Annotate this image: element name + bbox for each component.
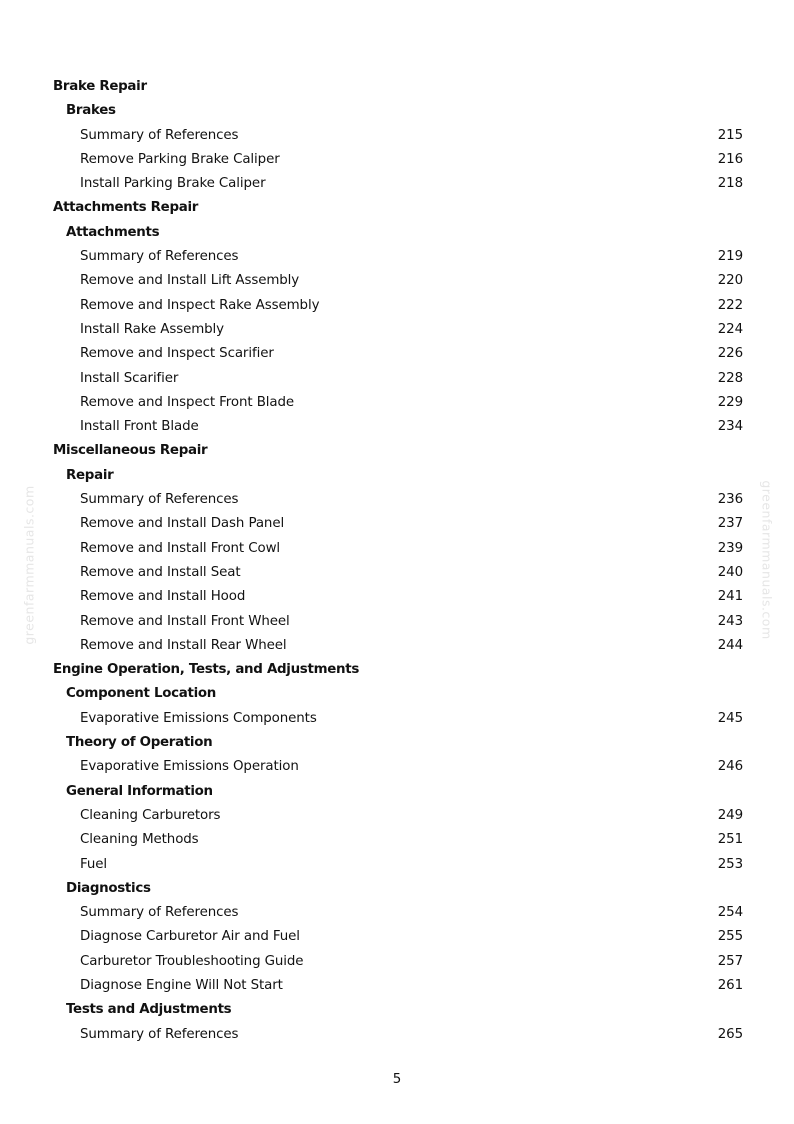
toc-section-heading — [53, 196, 743, 220]
toc-entry-title: Attachments — [66, 224, 160, 240]
toc-subsection-heading — [53, 877, 743, 901]
toc-entry-title: Brakes — [66, 103, 116, 119]
toc-entry-title: Install Front Blade — [80, 419, 199, 435]
toc-entry[interactable] — [53, 925, 743, 949]
toc-entry[interactable] — [53, 707, 743, 731]
toc-entry-title: Summary of References — [80, 249, 239, 265]
toc-entry-page-number: 240 — [717, 564, 743, 580]
toc-entry-title: Remove and Install Lift Assembly — [80, 273, 300, 289]
toc-entry[interactable] — [53, 1023, 743, 1047]
toc-entry-title: Remove and Install Dash Panel — [80, 516, 285, 532]
toc-subsection-heading — [53, 99, 743, 123]
toc-entry[interactable] — [53, 148, 743, 172]
toc-entry-title: Remove and Install Seat — [80, 564, 241, 580]
toc-subsection-heading — [53, 682, 743, 706]
toc-section-heading — [53, 439, 743, 463]
toc-entry[interactable] — [53, 901, 743, 925]
toc-entry-title: Miscellaneous Repair — [53, 443, 208, 459]
toc-section-heading — [53, 75, 743, 99]
toc-entry-title: Summary of References — [80, 1026, 239, 1042]
toc-entry[interactable] — [53, 124, 743, 148]
toc-entry-page-number: 251 — [717, 832, 743, 848]
toc-subsection-heading — [53, 780, 743, 804]
toc-entry-title: Fuel — [80, 856, 108, 872]
toc-entry-title: Remove and Install Rear Wheel — [80, 637, 287, 653]
toc-entry[interactable] — [53, 537, 743, 561]
toc-entry[interactable] — [53, 488, 743, 512]
watermark-left: greenfarmmanuals.com — [21, 485, 37, 645]
toc-entry[interactable] — [53, 512, 743, 536]
toc-entry-title: General Information — [66, 783, 213, 799]
toc-entry-title: Remove Parking Brake Caliper — [80, 151, 280, 167]
table-of-contents — [53, 75, 743, 1047]
toc-entry-page-number: 237 — [717, 516, 743, 532]
toc-entry-title: Summary of References — [80, 905, 239, 921]
toc-entry[interactable] — [53, 367, 743, 391]
toc-entry-title: Diagnostics — [66, 880, 151, 896]
toc-entry-page-number: 255 — [717, 929, 743, 945]
toc-entry[interactable] — [53, 853, 743, 877]
toc-subsection-heading — [53, 731, 743, 755]
watermark-right: greenfarmmanuals.com — [759, 480, 775, 640]
toc-entry-page-number: 234 — [717, 419, 743, 435]
toc-entry[interactable] — [53, 415, 743, 439]
toc-entry[interactable] — [53, 755, 743, 779]
toc-entry-page-number: 245 — [717, 710, 743, 726]
toc-entry-title: Carburetor Troubleshooting Guide — [80, 953, 304, 969]
toc-entry-title: Engine Operation, Tests, and Adjustments — [53, 662, 360, 678]
toc-entry-title: Evaporative Emissions Components — [80, 710, 317, 726]
toc-entry-page-number: 257 — [717, 953, 743, 969]
toc-entry-title: Component Location — [66, 686, 217, 702]
toc-entry-page-number: 219 — [717, 249, 743, 265]
toc-entry[interactable] — [53, 974, 743, 998]
toc-entry-page-number: 236 — [717, 492, 743, 508]
toc-section-heading — [53, 658, 743, 682]
toc-entry-title: Summary of References — [80, 492, 239, 508]
toc-entry-title: Tests and Adjustments — [66, 1002, 232, 1018]
toc-entry-page-number: 249 — [717, 807, 743, 823]
toc-entry[interactable] — [53, 828, 743, 852]
toc-entry-page-number: 254 — [717, 905, 743, 921]
toc-entry-title: Remove and Inspect Front Blade — [80, 394, 295, 410]
toc-entry-page-number: 265 — [717, 1026, 743, 1042]
toc-entry-title: Remove and Inspect Rake Assembly — [80, 297, 320, 313]
toc-entry-title: Cleaning Methods — [80, 832, 199, 848]
toc-entry-page-number: 220 — [717, 273, 743, 289]
toc-entry[interactable] — [53, 294, 743, 318]
toc-entry-title: Install Scarifier — [80, 370, 179, 386]
toc-entry-title: Cleaning Carburetors — [80, 807, 221, 823]
toc-entry-page-number: 243 — [717, 613, 743, 629]
toc-entry[interactable] — [53, 269, 743, 293]
toc-entry-page-number: 261 — [717, 977, 743, 993]
toc-entry-page-number: 216 — [717, 151, 743, 167]
toc-entry[interactable] — [53, 318, 743, 342]
toc-entry-page-number: 244 — [717, 637, 743, 653]
toc-entry-title: Install Parking Brake Caliper — [80, 176, 266, 192]
toc-entry-page-number: 215 — [717, 127, 743, 143]
toc-entry-title: Evaporative Emissions Operation — [80, 759, 299, 775]
toc-entry-page-number: 246 — [717, 759, 743, 775]
toc-entry-title: Remove and Inspect Scarifier — [80, 346, 274, 362]
toc-entry[interactable] — [53, 391, 743, 415]
toc-entry-title: Remove and Install Hood — [80, 589, 246, 605]
toc-entry-title: Theory of Operation — [66, 735, 213, 751]
toc-entry-title: Diagnose Engine Will Not Start — [80, 977, 283, 993]
toc-entry-title: Repair — [66, 467, 114, 483]
toc-entry-page-number: 226 — [717, 346, 743, 362]
toc-entry[interactable] — [53, 561, 743, 585]
toc-entry-page-number: 229 — [717, 394, 743, 410]
toc-entry[interactable] — [53, 245, 743, 269]
toc-entry-page-number: 228 — [717, 370, 743, 386]
toc-entry-page-number: 224 — [717, 321, 743, 337]
toc-entry[interactable] — [53, 804, 743, 828]
toc-entry-title: Brake Repair — [53, 79, 147, 94]
toc-entry-title: Remove and Install Front Cowl — [80, 540, 281, 556]
toc-subsection-heading — [53, 464, 743, 488]
toc-entry-title: Diagnose Carburetor Air and Fuel — [80, 929, 300, 945]
toc-entry-page-number: 239 — [717, 540, 743, 556]
toc-entry[interactable] — [53, 342, 743, 366]
toc-entry[interactable] — [53, 172, 743, 196]
page-number: 5 — [392, 1072, 402, 1087]
toc-entry-page-number: 253 — [717, 856, 743, 872]
toc-entry-page-number: 218 — [717, 176, 743, 192]
toc-entry[interactable] — [53, 585, 743, 609]
toc-subsection-heading — [53, 998, 743, 1022]
toc-entry-title: Remove and Install Front Wheel — [80, 613, 290, 629]
toc-entry-title: Attachments Repair — [53, 200, 199, 216]
toc-entry-title: Summary of References — [80, 127, 239, 143]
toc-entry-page-number: 241 — [717, 589, 743, 605]
toc-subsection-heading — [53, 221, 743, 245]
toc-entry[interactable] — [53, 950, 743, 974]
toc-entry-page-number: 222 — [717, 297, 743, 313]
toc-entry-title: Install Rake Assembly — [80, 321, 224, 337]
toc-entry[interactable] — [53, 610, 743, 634]
toc-entry[interactable] — [53, 634, 743, 658]
